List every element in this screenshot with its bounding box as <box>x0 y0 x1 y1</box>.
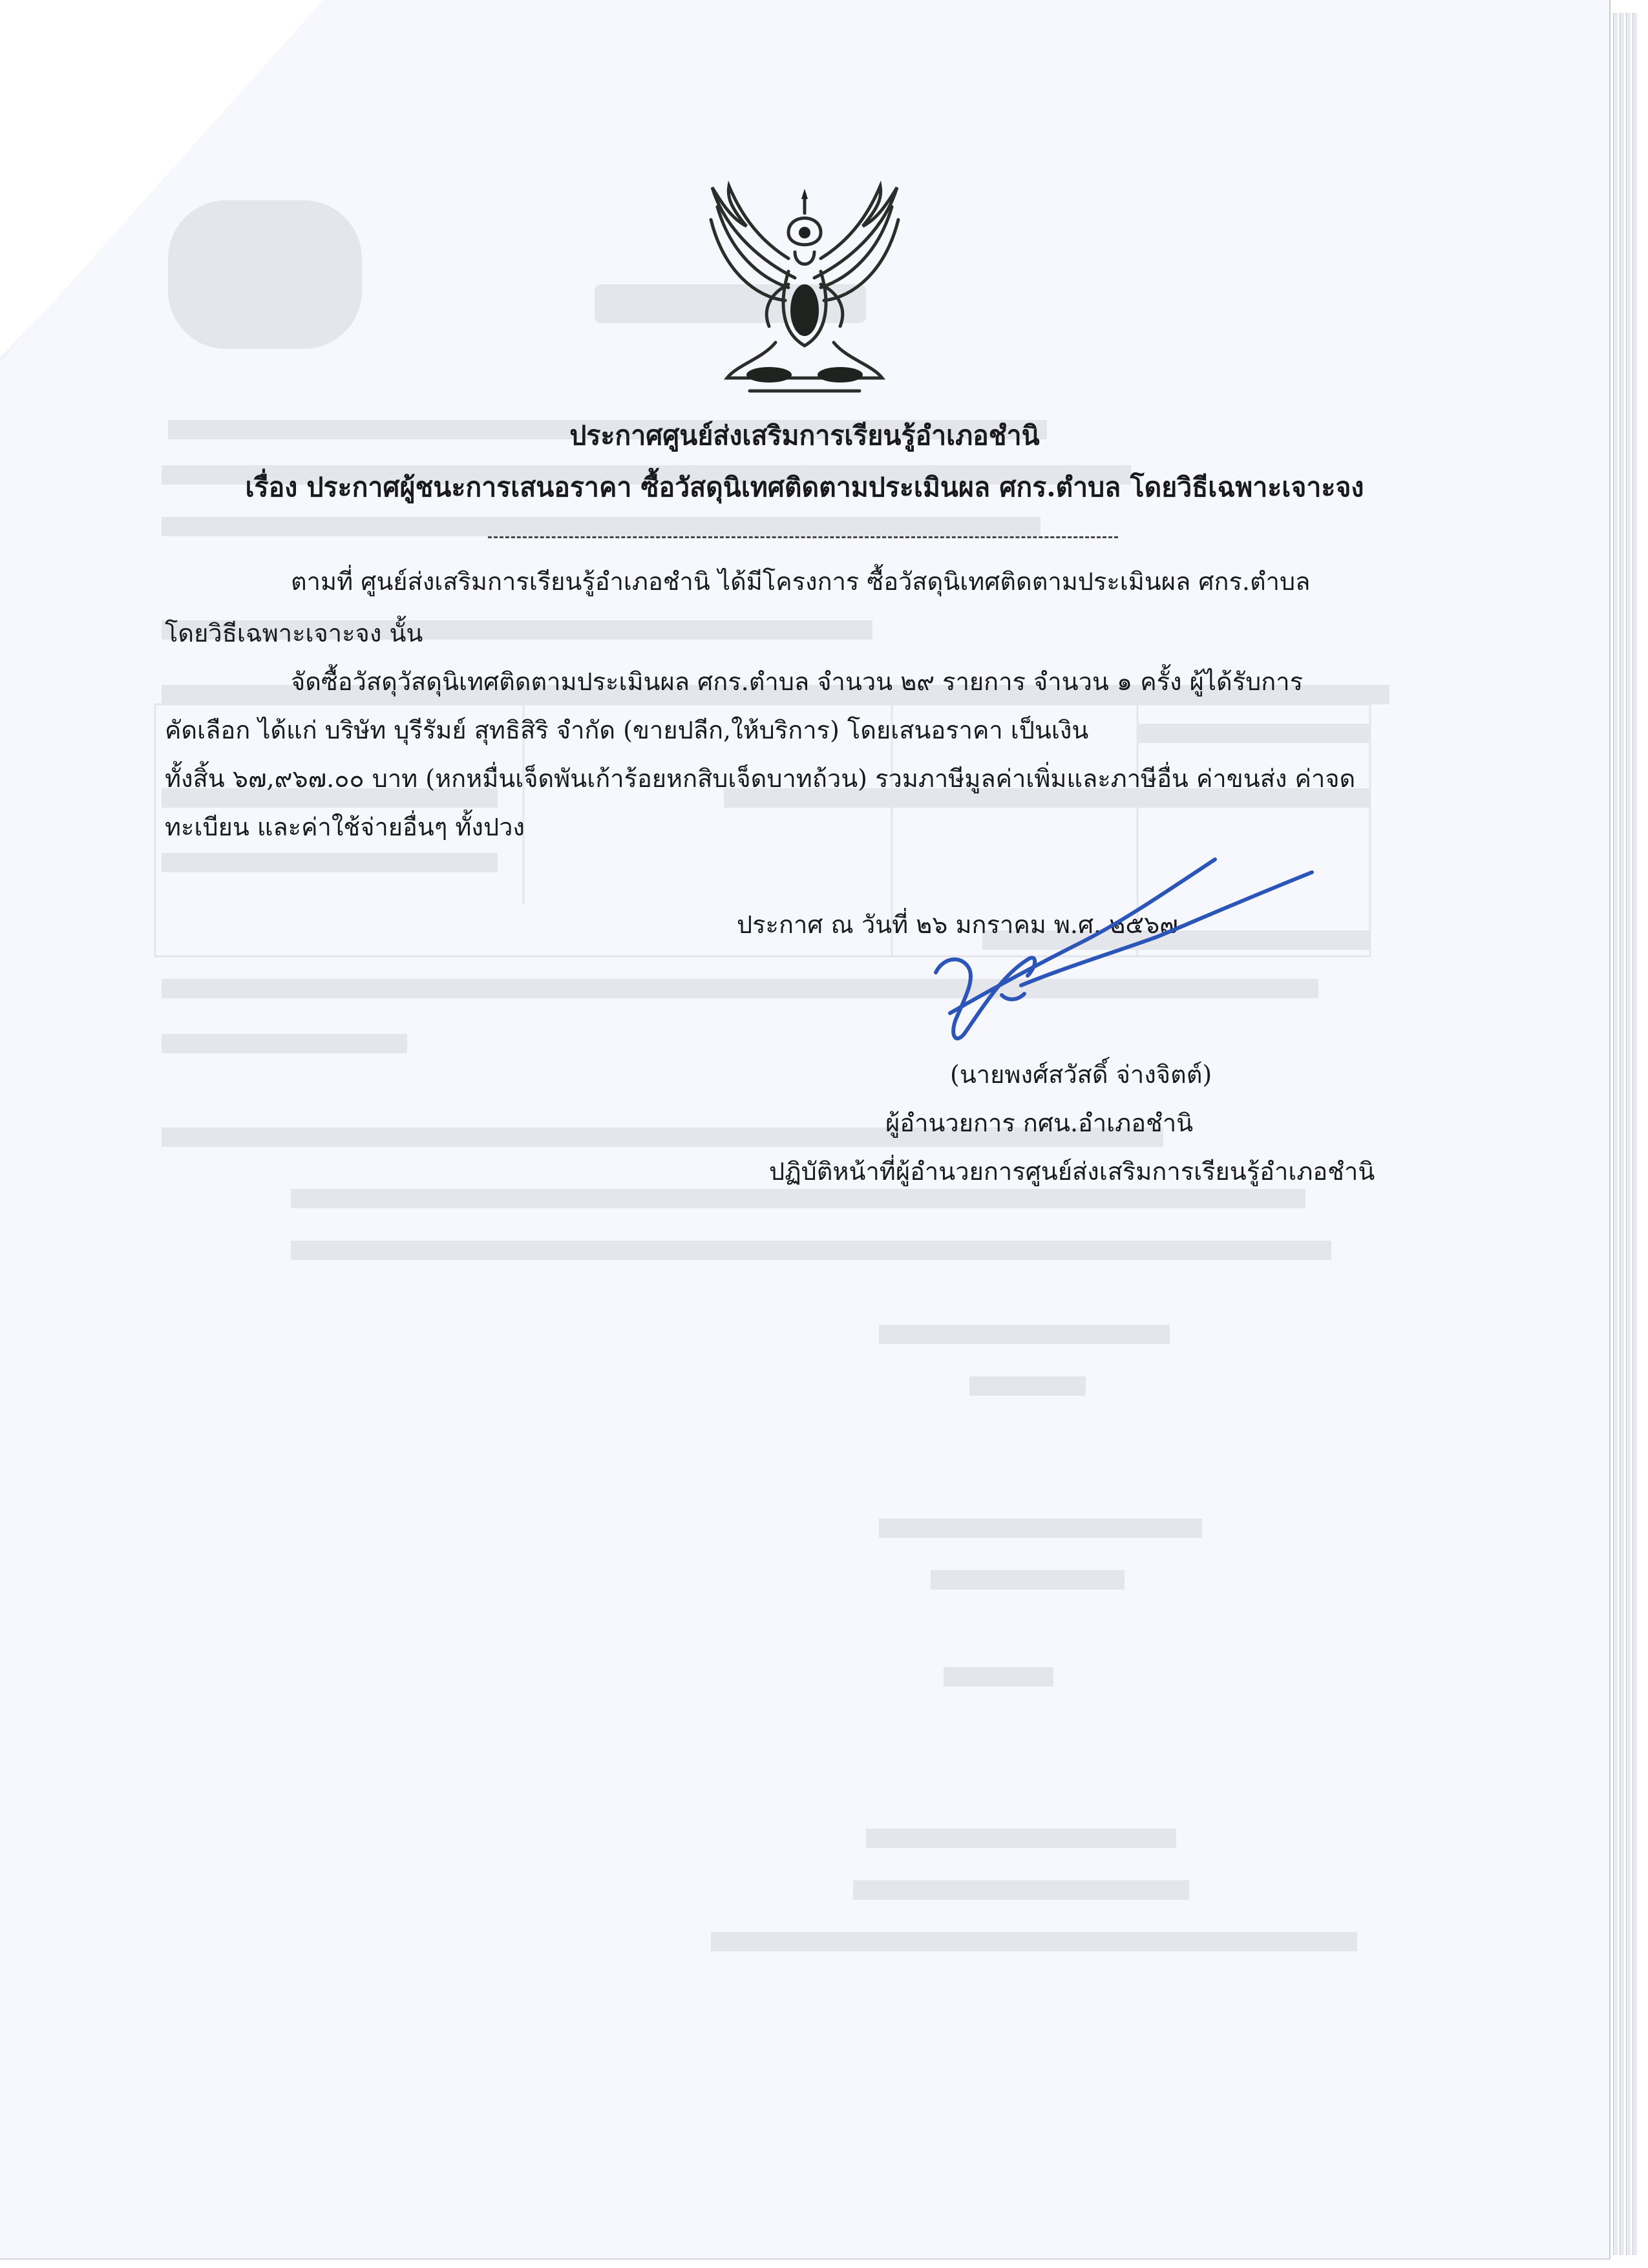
paragraph-2-line-4: ทะเบียน และค่าใช้จ่ายอื่นๆ ทั้งปวง <box>165 813 525 841</box>
page-stack-edge <box>1626 13 1631 2255</box>
page-stack-edge <box>1632 13 1637 2255</box>
announcement-subject: เรื่อง ประกาศผู้ชนะการเสนอราคา ซื้อวัสดุนิเทศติดตามประเมินผล ศกร.ตำบล โดยวิธีเฉพาะเจาะจง <box>245 472 1364 503</box>
handwritten-signature <box>924 846 1325 1066</box>
paragraph-2-line-2: คัดเลือก ได้แก่ บริษัท บุรีรัมย์ สุทธิสิริ จำกัด (ขายปลีก,ให้บริการ) โดยเสนอราคา เป็นเงิน <box>165 716 1089 744</box>
paragraph-1-line-2: โดยวิธีเฉพาะเจาะจง นั้น <box>165 619 423 647</box>
signer-acting-position: ปฏิบัติหน้าที่ผู้อำนวยการศูนย์ส่งเสริมการเรียนรู้อำเภอชำนิ <box>769 1157 1375 1186</box>
dashed-divider <box>488 536 1118 538</box>
page-stack-edge <box>1620 13 1624 2255</box>
announcement-title: ประกาศศูนย์ส่งเสริมการเรียนรู้อำเภอชำนิ <box>569 420 1040 451</box>
signer-position: ผู้อำนวยการ กศน.อำเภอชำนิ <box>885 1109 1194 1137</box>
paragraph-1-line-1: ตามที่ ศูนย์ส่งเสริมการเรียนรู้อำเภอชำนิ ได้มีโครงการ ซื้อวัสดุนิเทศติดตามประเมินผล ศกร.ตำบล <box>291 567 1311 596</box>
announcement-date: ประกาศ ณ วันที่ ๒๖ มกราคม พ.ศ. ๒๕๖๗ <box>737 910 1178 939</box>
paragraph-2-line-1: จัดซื้อวัสดุวัสดุนิเทศติดตามประเมินผล ศกร.ตำบล จำนวน ๒๙ รายการ จำนวน ๑ ครั้ง ผู้ได้รับการ <box>291 667 1303 696</box>
garuda-emblem-icon <box>698 181 911 401</box>
paragraph-2-line-3: ทั้งสิ้น ๖๗,๙๖๗.๐๐ บาท (หกหมื่นเจ็ดพันเก้าร้อยหกสิบเจ็ดบาทถ้วน) รวมภาษีมูลค่าเพิ่มและภาษีอื่น ค่าขนส่ง ค่าจด <box>165 764 1356 793</box>
page-stack-edge <box>1613 13 1618 2255</box>
signer-name: (นายพงศ์สวัสดิ์ จ่างจิตต์) <box>950 1060 1212 1089</box>
